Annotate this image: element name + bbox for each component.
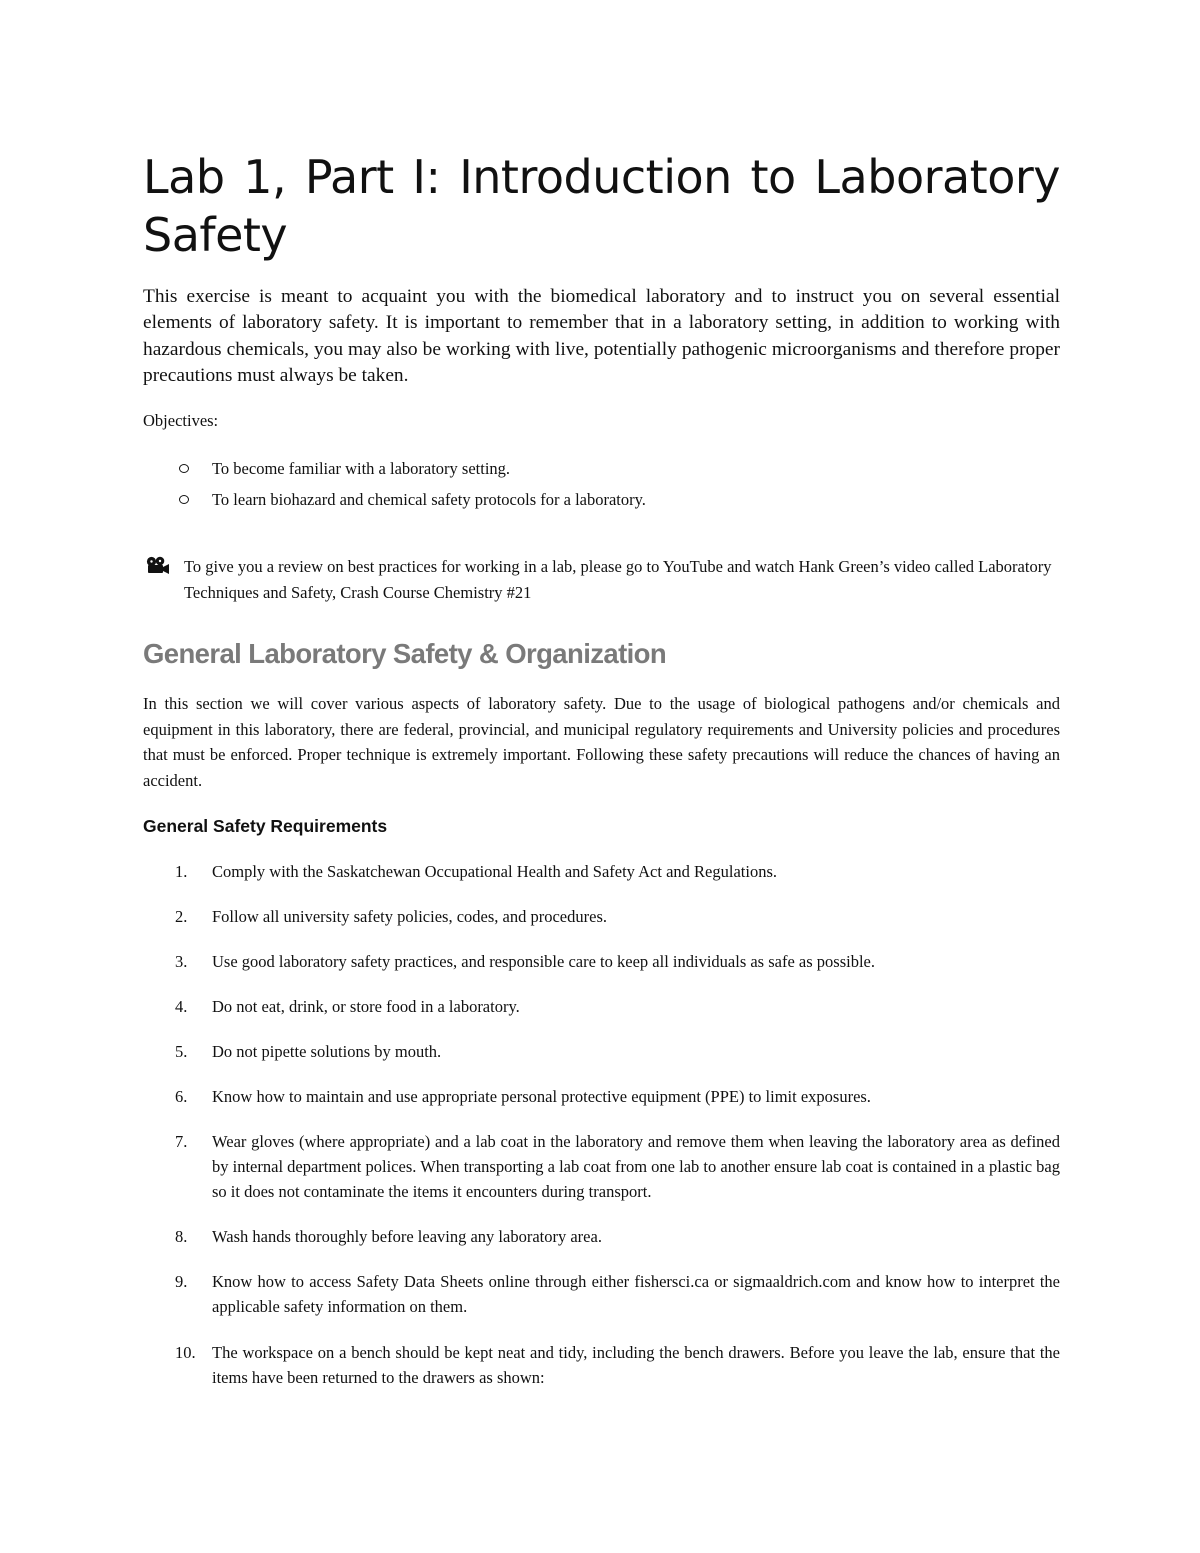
item-number: 9.	[175, 1272, 188, 1291]
item-number: 6.	[175, 1087, 188, 1106]
page-title: Lab 1, Part I: Introduction to Laboratory Safety	[143, 150, 1060, 262]
film-projector-icon	[145, 556, 171, 576]
item-number: 10.	[175, 1343, 196, 1362]
objectives-label: Objectives:	[143, 411, 219, 430]
item-text: Follow all university safety policies, codes, and procedures.	[212, 907, 607, 926]
item-number: 4.	[175, 997, 188, 1016]
video-note-text: To give you a review on best practices for working in a lab, please go to YouTube and watch Hank Green’s video called Laboratory Techniques and Safety, Crash Course Chemistry #21	[184, 557, 1052, 602]
item-text: Do not pipette solutions by mouth.	[212, 1042, 442, 1061]
list-item	[143, 488, 1060, 519]
item-number: 2.	[175, 907, 188, 926]
item-text: Comply with the Saskatchewan Occupational Health and Safety Act and Regulations.	[212, 862, 777, 881]
circle-bullet-icon	[179, 495, 189, 504]
objective-text: To learn biohazard and chemical safety protocols for a laboratory.	[212, 490, 646, 509]
item-number: 8.	[175, 1227, 188, 1246]
item-text: Use good laboratory safety practices, and responsible care to keep all individuals as safe as possible.	[212, 952, 875, 971]
item-text: Know how to maintain and use appropriate personal protective equipment (PPE) to limit exposures.	[212, 1087, 871, 1106]
item-text: Do not eat, drink, or store food in a laboratory.	[212, 997, 520, 1016]
objectives-list	[143, 457, 1060, 519]
item-text: Know how to access Safety Data Sheets online through either fishersci.ca or sigmaaldrich.com and know how to interpret the applicable safety information on them.	[212, 1272, 1060, 1316]
item-number: 5.	[175, 1042, 188, 1061]
item-text: Wear gloves (where appropriate) and a lab coat in the laboratory and remove them when leaving the laboratory area as defined by internal department polices. When transporting a lab coat from one lab to another ensure lab coat is contained in a plastic bag so it does not contaminate the items it encounters during transport.	[212, 1132, 1060, 1201]
circle-bullet-icon	[179, 464, 189, 473]
item-text: The workspace on a bench should be kept neat and tidy, including the bench drawers. Before you leave the lab, ensure that the items have been returned to the drawers as shown:	[212, 1343, 1060, 1387]
list-item	[143, 457, 1060, 488]
item-text: Wash hands thoroughly before leaving any laboratory area.	[212, 1227, 602, 1246]
item-number: 7.	[175, 1132, 188, 1151]
item-number: 3.	[175, 952, 188, 971]
intro-paragraph: This exercise is meant to acquaint you with the biomedical laboratory and to instruct you on several essential elements of laboratory safety. It is important to remember that in a laboratory setting, in addition to working with hazardous chemicals, you may also be working with live, potentially pathogenic microorganisms and therefore proper precautions must always be taken.	[143, 286, 1060, 386]
objective-text: To become familiar with a laboratory setting.	[212, 459, 511, 478]
section-heading: General Laboratory Safety & Organization	[143, 638, 667, 669]
section-paragraph: In this section we will cover various aspects of laboratory safety. Due to the usage of biological pathogens and/or chemicals and equipment in this laboratory, there are federal, provincial, and municipal regulatory requirements and University policies and procedures that must be enforced. Proper technique is extremely important. Following these safety precautions will reduce the chances of having an accident.	[143, 694, 1060, 790]
item-number: 1.	[175, 862, 188, 881]
subheading: General Safety Requirements	[143, 816, 388, 836]
